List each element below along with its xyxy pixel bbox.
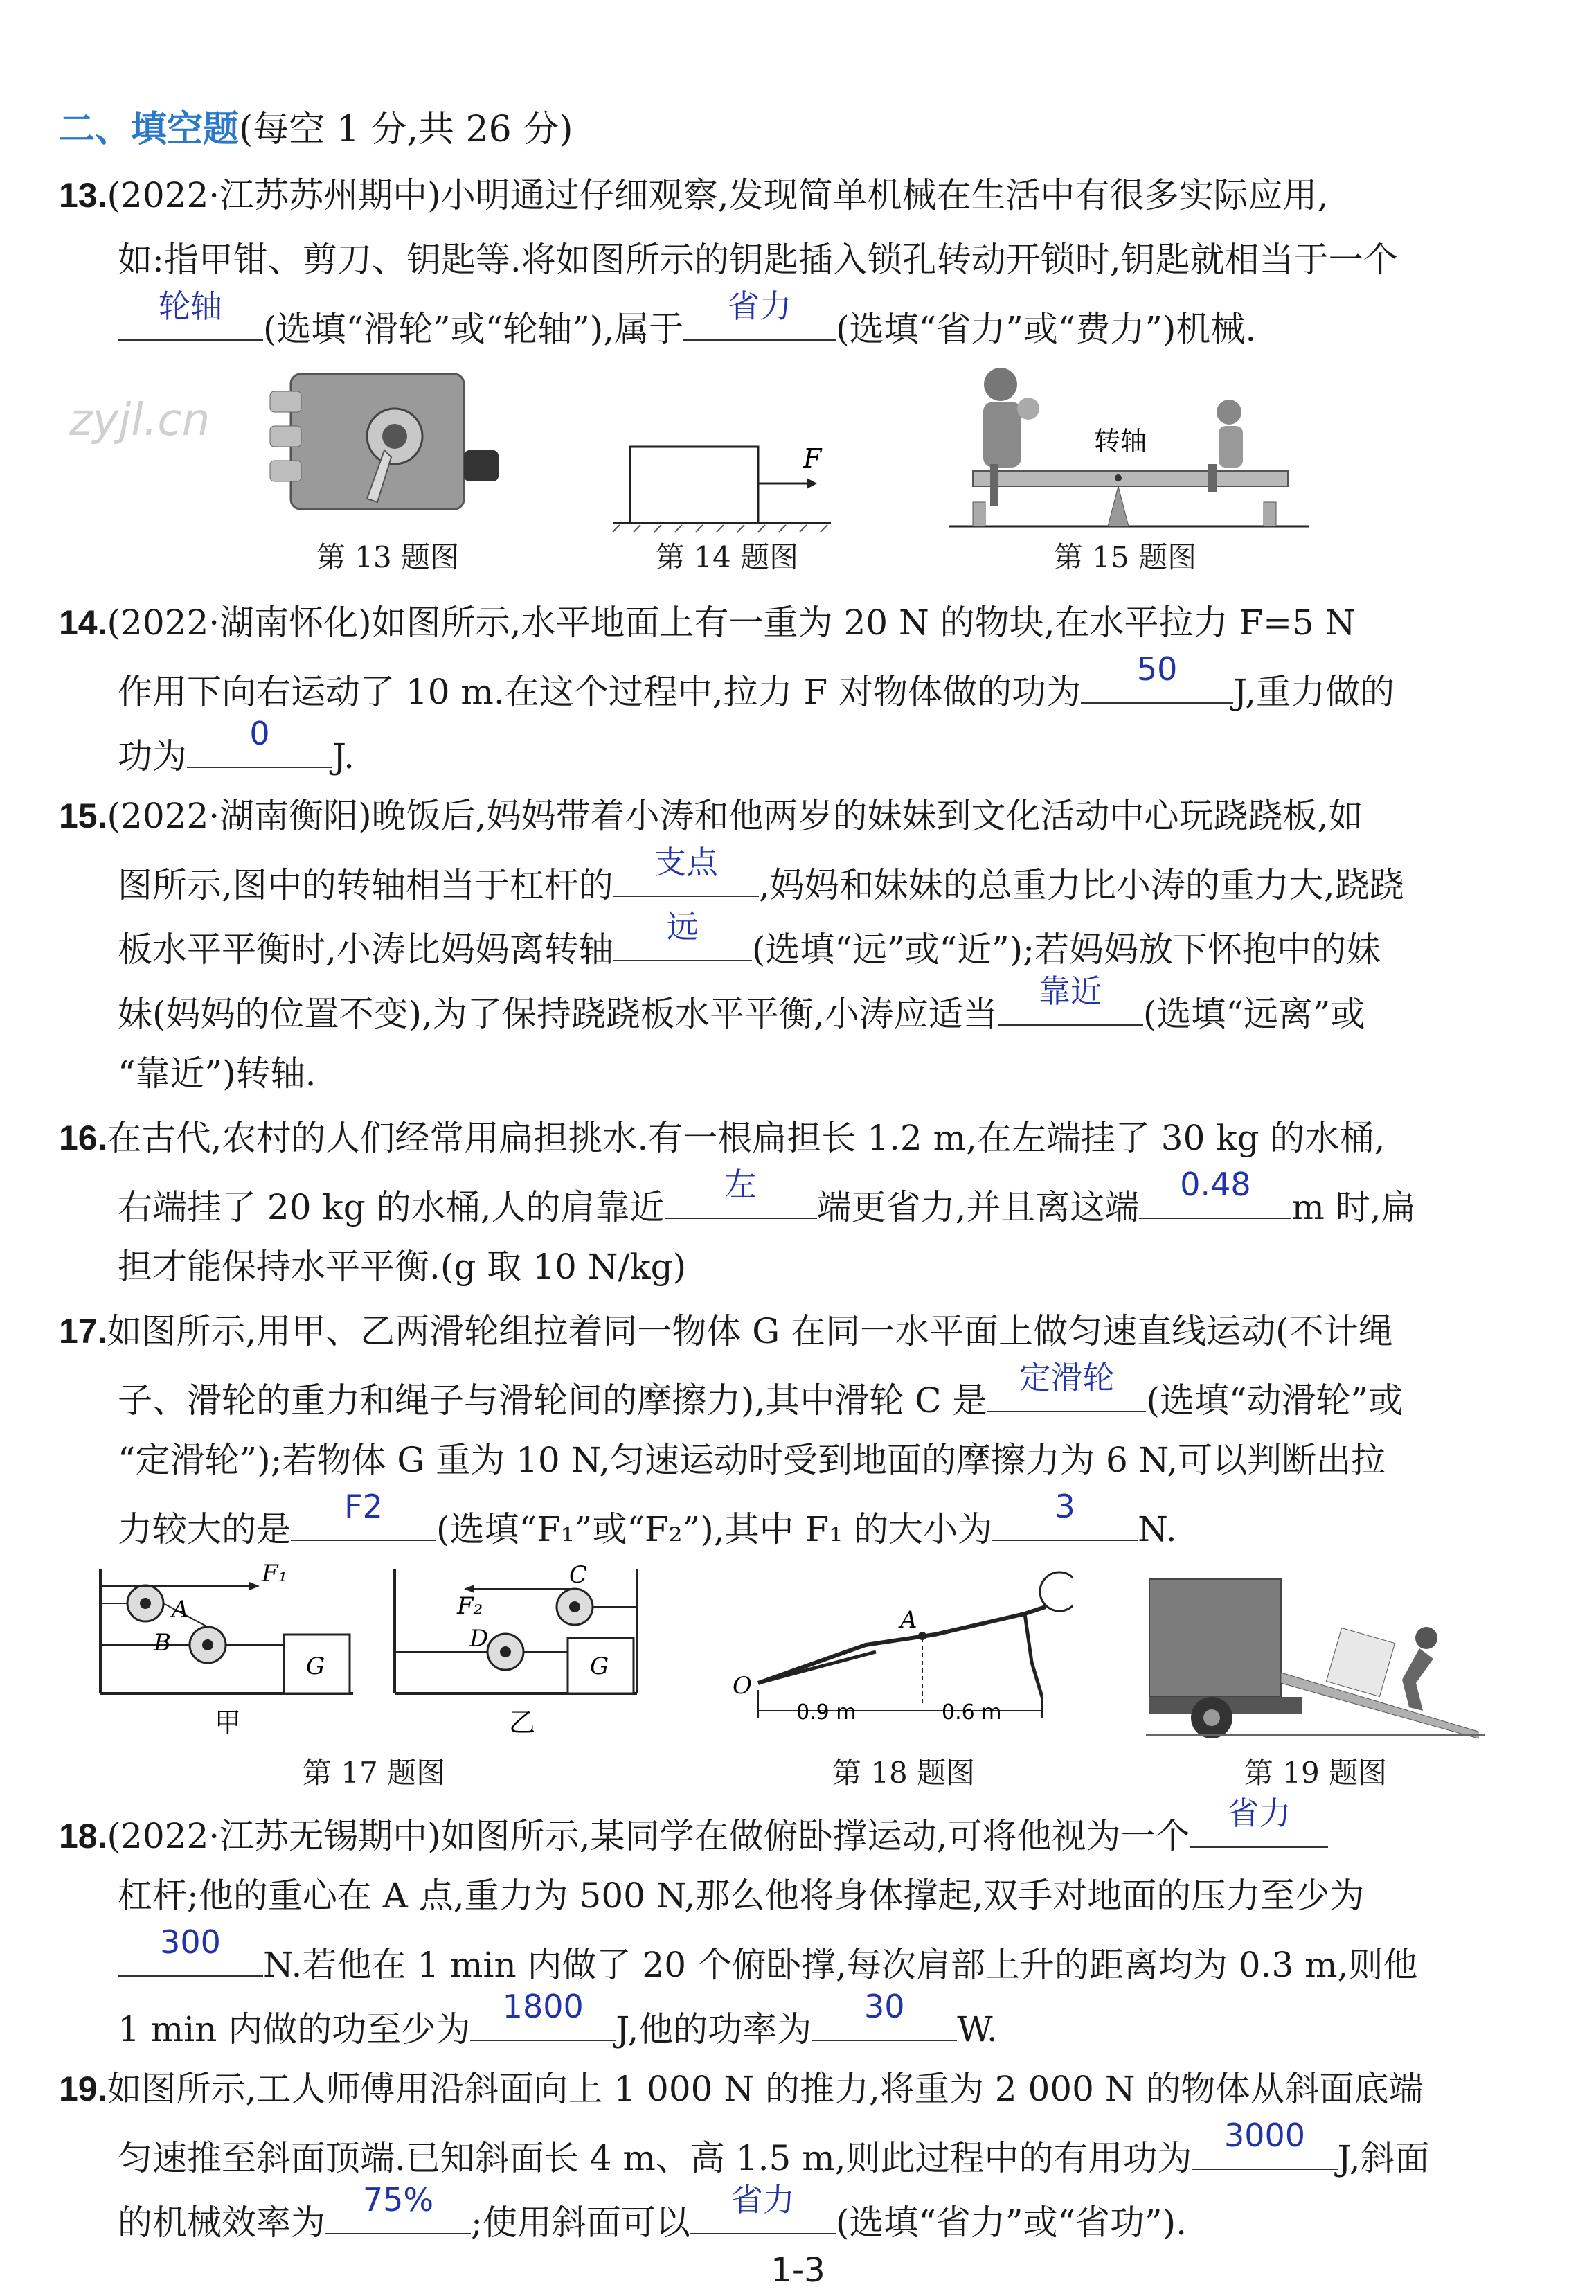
q17-line4: 力较大的是 F2 (选填“F₁”或“F₂”),其中 F₁ 的大小为 3 N. (118, 1488, 1177, 1549)
q13-line2: 如:指甲钳、剪刀、钥匙等.将如图所示的钥匙插入锁孔转动开锁时,钥匙就相当于一个 (118, 240, 1398, 280)
fig17-jia-label: 甲 (215, 1707, 242, 1738)
q17-blank3[interactable]: 3 (992, 1502, 1138, 1541)
fig17-g2-label: G (590, 1653, 609, 1680)
fig15-axis-label: 转轴 (1094, 426, 1147, 456)
fig14-caption: 第 14 题图 (655, 540, 799, 574)
q18-blank3[interactable]: 1800 (470, 2002, 616, 2041)
fig18-pushup-diagram (727, 1558, 1073, 1745)
page-number: 1-3 (771, 2251, 825, 2290)
q13-blank1[interactable]: 轮轴 (118, 302, 263, 341)
q14-blank2[interactable]: 0 (187, 729, 332, 768)
q15-blank3[interactable]: 靠近 (998, 987, 1143, 1026)
q14-line3: 功为 0 J. (118, 715, 355, 776)
fig17-b-label: B (154, 1629, 171, 1657)
q19-blank2[interactable]: 75% (325, 2196, 471, 2234)
fig14-force-label: F (803, 443, 822, 474)
q15-line3: 板水平平衡时,小涛比妈妈离转轴 远 (选填“远”或“近”);若妈妈放下怀抱中的妹 (118, 908, 1381, 970)
fig17-pulley-diagram (90, 1562, 665, 1749)
fig17-caption: 第 17 题图 (302, 1756, 446, 1790)
q17-blank2[interactable]: F2 (291, 1502, 436, 1541)
fig18-d1-label: 0.9 m (796, 1700, 857, 1725)
fig15-caption: 第 15 题图 (1053, 540, 1197, 574)
fig17-yi-label: 乙 (509, 1707, 536, 1738)
section-title: 二、填空题 (59, 109, 240, 150)
q14-blank1[interactable]: 50 (1081, 665, 1233, 704)
fig17-g1-label: G (306, 1653, 325, 1680)
fig19-incline-image (1146, 1569, 1485, 1742)
q15-blank1[interactable]: 支点 (613, 858, 759, 897)
fig14-block-diagram (609, 436, 838, 533)
q19-blank3[interactable]: 省力 (690, 2196, 836, 2234)
q17-line2: 子、滑轮的重力和绳子与滑轮间的摩擦力),其中滑轮 C 是 定滑轮 (选填“动滑轮”或 (118, 1359, 1404, 1421)
q19-blank1[interactable]: 3000 (1192, 2131, 1338, 2170)
fig17-a-label: A (172, 1596, 189, 1623)
q14-line2: 作用下向右运动了 10 m.在这个过程中,拉力 F 对物体做的功为 50 J,重力做的 (118, 650, 1395, 712)
section-note: (每空 1 分,共 26 分) (239, 109, 573, 150)
fig15-seesaw-image (945, 360, 1312, 533)
q15-blank2[interactable]: 远 (613, 923, 752, 961)
fig18-caption: 第 18 题图 (832, 1756, 976, 1790)
q19-line1: 19.如图所示,工人师傅用沿斜面向上 1 000 N 的推力,将重为 2 000 N 的物体从斜面底端 (59, 2069, 1424, 2109)
q16-line1: 16.在古代,农村的人们经常用扁担挑水.有一根扁担长 1.2 m,在左端挂了 30 kg 的水桶, (59, 1118, 1386, 1158)
q17-line3: “定滑轮”);若物体 G 重为 10 N,匀速运动时受到地面的摩擦力为 6 N,可以判断出拉 (118, 1440, 1386, 1480)
q16-blank2[interactable]: 0.48 (1139, 1180, 1291, 1219)
q18-line3: 300 N.若他在 1 min 内做了 20 个俯卧撑,每次肩部上升的距离均为 0.3 m,则他 (118, 1938, 1520, 1987)
q17-blank1[interactable]: 定滑轮 (987, 1373, 1146, 1412)
fig18-a-label: A (900, 1606, 917, 1634)
q19-line2: 匀速推至斜面顶端.已知斜面长 4 m、高 1.5 m,则此过程中的有用功为 3000 J,斜面 (118, 2117, 1430, 2178)
q18-line4: 1 min 内做的功至少为 1800 J,他的功率为 30 W. (118, 1988, 998, 2049)
q18-blank1[interactable]: 省力 (1190, 1809, 1328, 1848)
q18-blank4[interactable]: 30 (812, 2002, 957, 2041)
q14-line1: 14.(2022·湖南怀化)如图所示,水平地面上有一重为 20 N 的物块,在水平拉力 F=5 N (59, 603, 1356, 643)
section-heading (59, 107, 573, 152)
fig17-c-label: C (569, 1562, 588, 1589)
fig18-d2-label: 0.6 m (942, 1700, 1002, 1725)
q16-line3: 担才能保持水平平衡.(g 取 10 N/kg) (118, 1247, 687, 1287)
q18-line2: 杠杆;他的重心在 A 点,重力为 500 N,那么他将身体撑起,双手对地面的压力至少为 (118, 1876, 1365, 1916)
fig13-caption: 第 13 题图 (316, 540, 460, 574)
fig17-d-label: D (469, 1625, 489, 1653)
fig19-caption: 第 19 题图 (1244, 1756, 1388, 1790)
q16-blank1[interactable]: 左 (665, 1180, 817, 1219)
watermark: zyjl.cn (69, 395, 210, 446)
q13-line3: 轮轴 (选填“滑轮”或“轮轴”),属于 省力 (选填“省力”或“费力”)机械. (118, 302, 1520, 351)
q13-blank2[interactable]: 省力 (683, 302, 836, 341)
q17-line1: 17.如图所示,用甲、乙两滑轮组拉着同一物体 G 在同一水平面上做匀速直线运动(不计绳 (59, 1311, 1393, 1351)
fig17-f1-label: F₁ (262, 1562, 288, 1587)
fig18-o-label: O (733, 1672, 752, 1700)
fig13-lock-image (263, 360, 512, 533)
q16-line2: 右端挂了 20 kg 的水桶,人的肩靠近 左 端更省力,并且离这端 0.48 m 时,扁 (118, 1166, 1416, 1227)
q15-line4: 妹(妈妈的位置不变),为了保持跷跷板水平平衡,小涛应适当 靠近 (选填“远离”或 (118, 972, 1365, 1034)
q18-line1: 18.(2022·江苏无锡期中)如图所示,某同学在做俯卧撑运动,可将他视为一个 省力 (59, 1809, 1520, 1858)
fig17-f2-label: F₂ (457, 1592, 483, 1620)
q13-line1: 13.(2022·江苏苏州期中)小明通过仔细观察,发现简单机械在生活中有很多实际应用, (59, 175, 1329, 215)
q15-line5: “靠近”)转轴. (118, 1053, 316, 1094)
q18-blank2[interactable]: 300 (118, 1938, 263, 1977)
q19-line3: 的机械效率为 75% ;使用斜面可以 省力 (选填“省力”或“省功”). (118, 2181, 1187, 2243)
q15-line1: 15.(2022·湖南衡阳)晚饭后,妈妈带着小涛和他两岁的妹妹到文化活动中心玩跷跷板,如 (59, 796, 1363, 836)
q15-line2: 图所示,图中的转轴相当于杠杆的 支点 ,妈妈和妹妹的总重力比小涛的重力大,跷跷 (118, 844, 1404, 905)
